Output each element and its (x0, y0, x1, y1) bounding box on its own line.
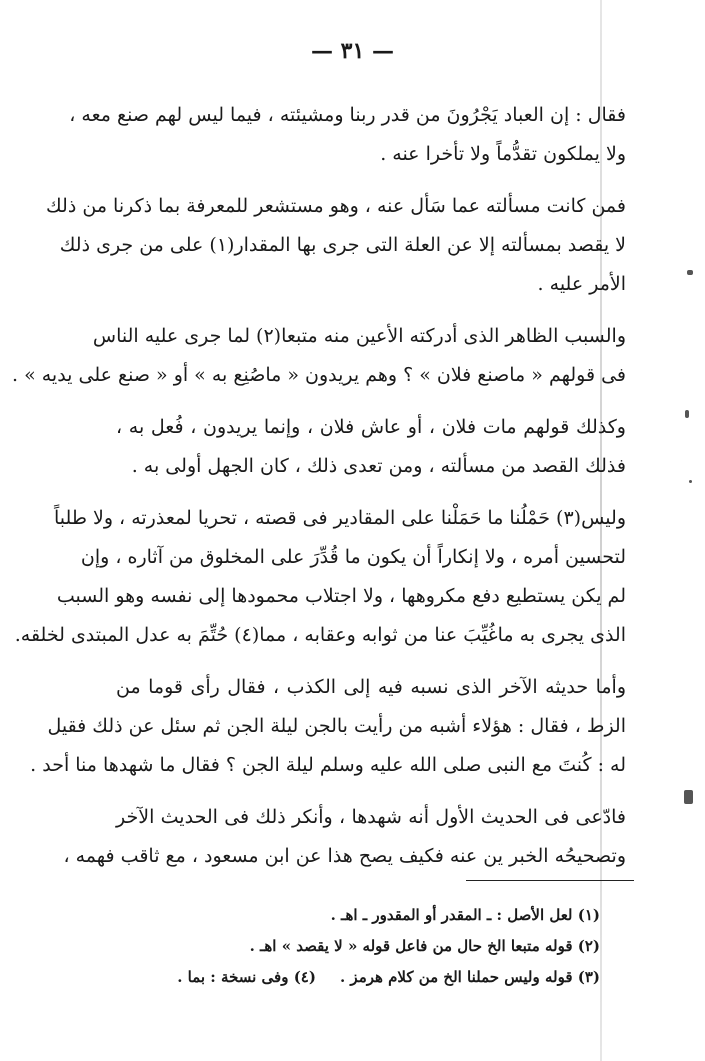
text-line: وأما حديثه الآخر الذى نسبه فيه إلى الكذب ، فقال رأى قوما من (116, 676, 626, 698)
paragraph-3 (11, 317, 626, 395)
text-line: لا يقصد بمسألته إلا عن العلة التى جرى بها المقدار(١) على من جرى ذلك (59, 234, 626, 256)
page-number: — ٣١ — (311, 38, 394, 64)
text-line: الذى يجرى به ماغُيِّبَ عنا من ثوابه وعقابه ، مما(٤) حُتِّمَ به عدل المبتدى لخلقه. (14, 624, 626, 646)
text-line: فقال : إن العباد يَجْرُونَ من قدر ربنا ومشيئته ، فيما ليس لهم صنع معه ، (69, 104, 626, 126)
text-line: الزط ، فقال : هؤلاء أشبه من رأيت بالجن ليلة الجن ثم سئل عن ذلك فقيل (47, 715, 626, 737)
footnote-1: (١) لعل الأصل : ـ المقدر أو المقدور ـ اهـ . (330, 906, 600, 924)
text-line: والسبب الظاهر الذى أدركته الأعين منه متبعا(٢) لما جرى عليه الناس (92, 325, 626, 347)
text-line: فمن كانت مسألته عما سَأل عنه ، وهو مستشعر للمعرفة بما ذكرنا من ذلك (46, 195, 626, 217)
text-line: الأمر عليه . (537, 273, 626, 295)
paragraph-4 (116, 408, 626, 486)
paragraph-7 (63, 798, 626, 876)
text-line: وتصحيحُه الخبر ين عنه فكيف يصح هذا عن ابن مسعود ، مع ثاقب فهمه ، (63, 845, 626, 867)
paragraph-2 (46, 187, 626, 304)
scan-specks (683, 270, 697, 830)
text-line: ولا يملكون تقدُّماً ولا تأخرا عنه . (380, 143, 626, 165)
paragraph-5 (14, 499, 626, 655)
text-line: له : كُنتَ مع النبى صلى الله عليه وسلم ليلة الجن ؟ فقال ما شهدها منا أحد . (30, 754, 626, 776)
text-line: فذلك القصد من مسألته ، ومن تعدى ذلك ، كان الجهل أولى به . (131, 455, 626, 477)
footnote-4: (٤) وفى نسخة : بما . (177, 968, 316, 986)
footnote-3-4 (160, 962, 600, 993)
text-line: وكذلك قولهم مات فلان ، أو عاش فلان ، وإنما يريدون ، فُعل به ، (116, 416, 626, 438)
text-line: لتحسين أمره ، ولا إنكاراً أن يكون ما قُدِّرَ على المخلوق من آثاره ، وإن (80, 546, 626, 568)
footnote-2: (٢) قوله متبعا الخ حال من فاعل قوله « لا يقصد » اهـ . (249, 937, 600, 955)
paragraph-1 (69, 96, 626, 174)
text-line: لم يكن يستطيع دفع مكروهها ، ولا اجتلاب محمودها إلى نفسه وهو السبب (56, 585, 626, 607)
footnote-separator (466, 880, 634, 881)
paragraph-6 (30, 668, 626, 785)
text-line: فادّعى فى الحديث الأول أنه شهدها ، وأنكر ذلك فى الحديث الآخر (116, 806, 626, 828)
footnote-3: (٣) قوله وليس حملنا الخ من كلام هرمز . (339, 968, 600, 986)
body-text (11, 96, 626, 889)
text-line: فى قولهم « ماصنع فلان » ؟ وهم يريدون « ماصُنِع به » أو « صنع على يديه » . (11, 364, 626, 386)
footnotes (160, 900, 600, 993)
text-line: وليس(٣) حَمْلُنا ما حَمَلْنا على المقادير فى قصته ، تحريا لمعذرته ، ولا طلباً (54, 507, 626, 529)
